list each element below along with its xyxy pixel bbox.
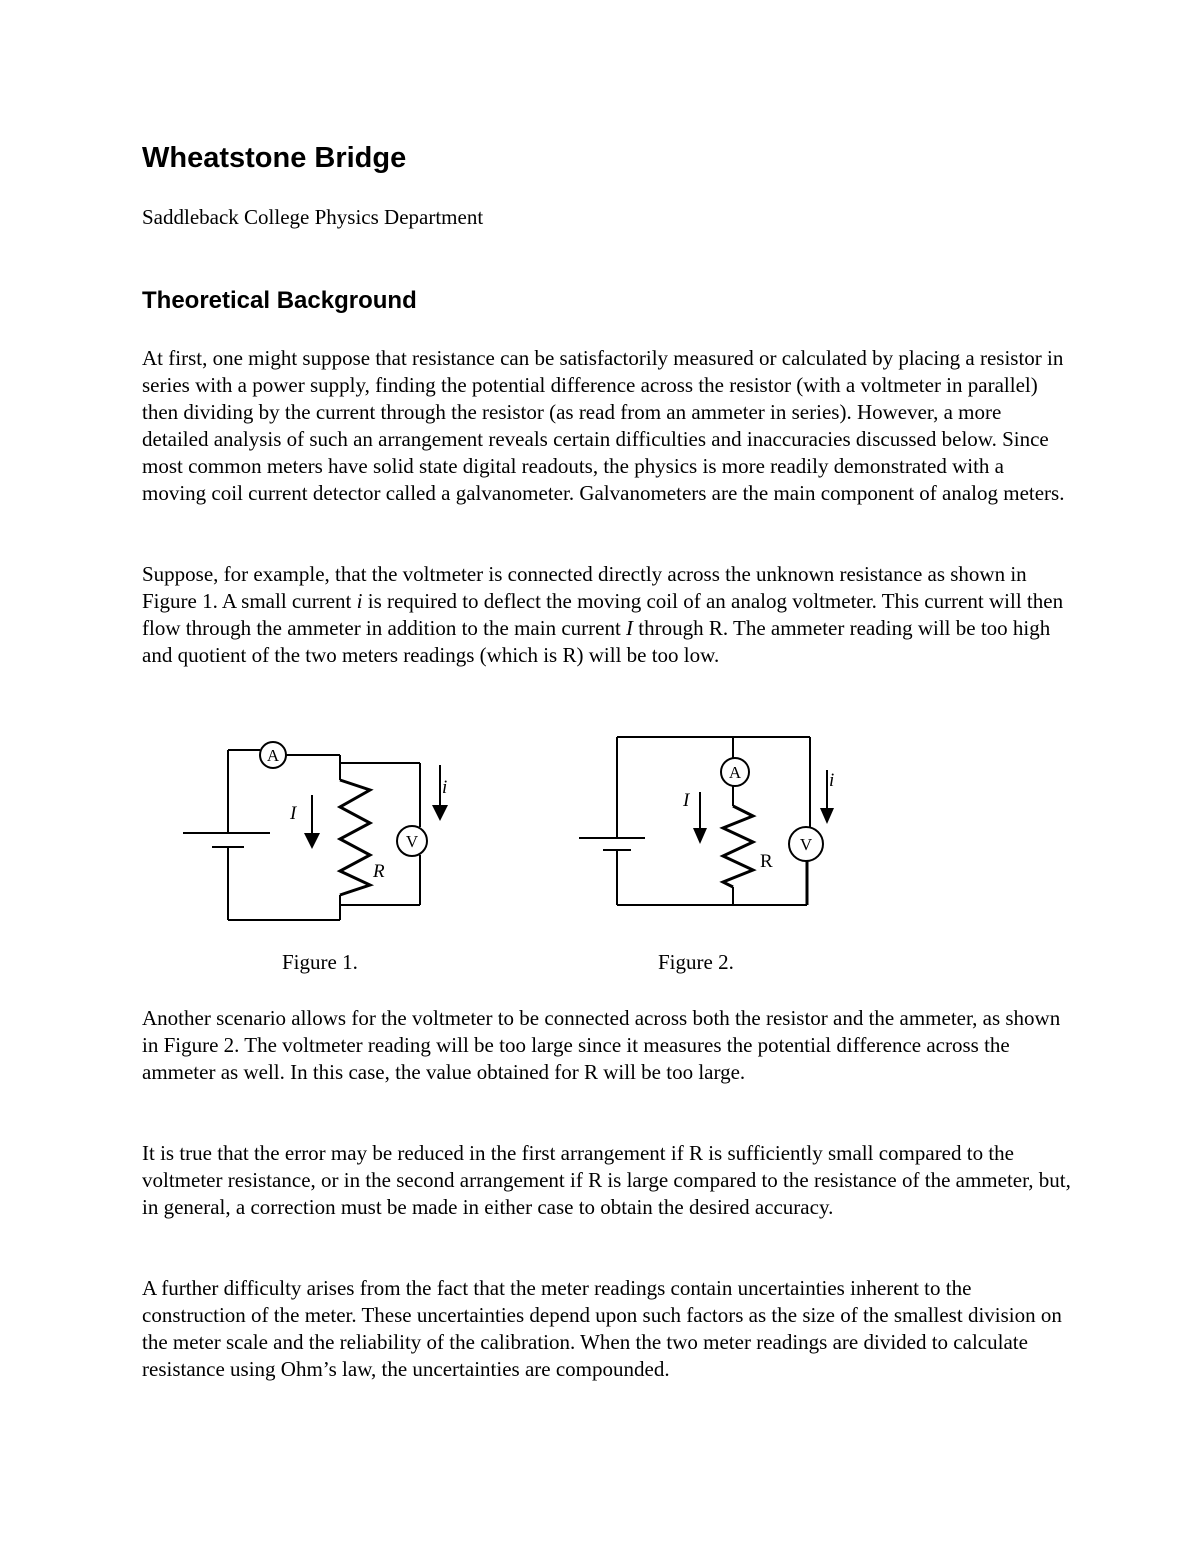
figure-2-caption: Figure 2.	[658, 950, 734, 974]
paragraph-5: A further difficulty arises from the fact that the meter readings contain uncertainties inherent to the construction of the meter. These uncertainties depend upon such factors as the size of the smallest division on the meter scale and the reliability of the calibration. When the two meter readings are divided to calculate resistance using Ohm’s law, the uncertainties are compounded.	[142, 1276, 1062, 1381]
fig2-main-current-arrow-icon	[693, 828, 707, 844]
fig1-voltmeter-label: V	[405, 832, 419, 851]
fig2-resistor-label: R	[760, 851, 773, 872]
fig1-resistor-icon	[340, 780, 370, 895]
paragraph-2	[142, 561, 1072, 669]
fig1-main-current-label: I	[290, 803, 297, 824]
fig2-main-current-label: I	[683, 790, 690, 811]
fig1-main-current-arrow-icon	[304, 833, 320, 849]
fig1-meter-current-arrow-icon	[432, 805, 448, 821]
fig1-resistor-label: R	[373, 861, 385, 882]
fig2-meter-current-arrow-icon	[820, 808, 834, 824]
fig2-resistor-icon	[723, 806, 753, 887]
figure-2-circuit-diagram	[575, 730, 840, 915]
paragraph-2-part-a: Suppose, for example, that the voltmeter is connected directly across the unknown resistance as shown in Figure 1. A small current	[142, 562, 1027, 613]
small-current-symbol: i	[356, 589, 363, 613]
fig2-ammeter-label: A	[728, 763, 742, 782]
paragraph-2-part-b: is required to deflect the moving coil of an analog voltmeter. This current will then flow through the ammeter in addition to the main current	[142, 589, 1064, 640]
document-title: Wheatstone Bridge	[142, 142, 407, 174]
paragraph-2-part-c: through R. The ammeter reading will be too high and quotient of the two meters readings (which is R) will be too low.	[142, 616, 1051, 667]
section-heading: Theoretical Background	[142, 287, 417, 314]
figure-1-circuit-diagram	[180, 735, 450, 930]
paragraph-4: It is true that the error may be reduced in the first arrangement if R is sufficiently small compared to the voltmeter resistance, or in the second arrangement if R is large compared to the resistance of the ammeter, but, in general, a correction must be made in either case to obtain the desired accuracy.	[142, 1141, 1071, 1219]
fig2-voltmeter-label: V	[799, 835, 813, 854]
paragraph-3: Another scenario allows for the voltmeter to be connected across both the resistor and the ammeter, as shown in Figure 2. The voltmeter reading will be too large since it measures the potential difference across the ammeter as well. In this case, the value obtained for R will be too large.	[142, 1006, 1061, 1084]
paragraph-1: At first, one might suppose that resistance can be satisfactorily measured or calculated by placing a resistor in series with a power supply, finding the potential difference across the resistor (with a voltmeter in parallel) then dividing by the current through the resistor (as read from an ammeter in series). However, a more detailed analysis of such an arrangement reveals certain difficulties and inaccuracies discussed below. Since most common meters have solid state digital readouts, the physics is more readily demonstrated with a moving coil current detector called a galvanometer. Galvanometers are the main component of analog meters.	[142, 346, 1065, 505]
document-subtitle: Saddleback College Physics Department	[142, 205, 484, 229]
main-current-symbol: I	[626, 616, 634, 640]
fig2-meter-current-label: i	[829, 770, 835, 791]
figure-1-caption: Figure 1.	[282, 950, 358, 974]
fig1-meter-current-label: i	[442, 777, 448, 798]
fig1-ammeter-label: A	[266, 746, 280, 765]
